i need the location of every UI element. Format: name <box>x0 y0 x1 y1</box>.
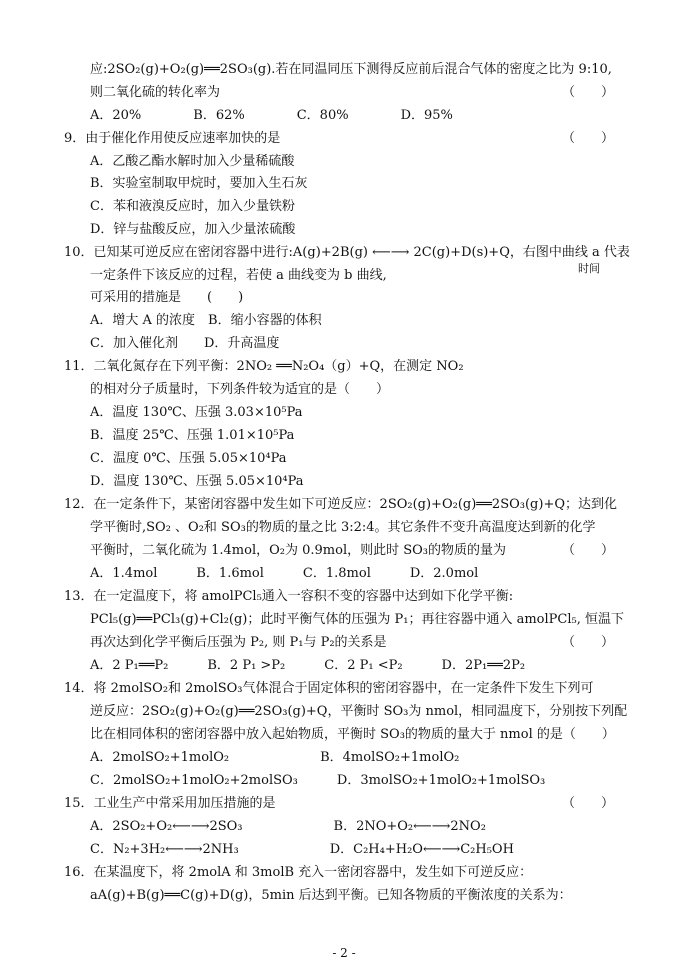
option-line: C．温度 0℃、压强 5.05×10⁴Pa <box>90 451 287 466</box>
option-line: A．2SO₂+O₂⟵⟶2SO₃ B．2NO+O₂⟵⟶2NO₂ <box>90 819 486 834</box>
option-line: B．实验室制取甲烷时，要加入生石灰 <box>90 176 308 191</box>
option-line: A．增大 A 的浓度 B．缩小容器的体积 <box>90 313 322 328</box>
question-13: 13．在一定温度下，将 amolPCl₅通入一容积不变的容器中达到如下化学平衡: <box>64 589 514 604</box>
question-16: 16．在某温度下，将 2molA 和 3molB 充入一密闭容器中，发生如下可逆反应： <box>64 865 533 880</box>
question-14: 14．将 2molSO₂和 2molSO₃气体混合于固定体积的密闭容器中，在一定条件下发生下列可 <box>64 681 594 696</box>
option-line: A．2molSO₂+1molO₂ B．4molSO₂+1molO₂ <box>90 750 460 765</box>
text-line: 学平衡时,SO₂ 、O₂和 SO₃的物质的量之比 3:2:4。其它条件不变升高温度达到新的化学 <box>90 520 596 535</box>
text-line: 比在相同体积的密闭容器中放入起始物质，平衡时 SO₃的物质的量大于 nmol 的是（ ） <box>90 727 615 742</box>
answer-parentheses: （ ） <box>562 635 615 650</box>
text-line: 应:2SO₂(g)+O₂(g)══2SO₃(g).若在同温同压下测得反应前后混合气体的密度之比为 9:10, <box>90 62 612 77</box>
figure-axis-label: 时间 <box>578 262 600 275</box>
page-number: - 2 - <box>332 946 356 960</box>
text-line: 平衡时，二氧化硫为 1.4mol，O₂为 0.9mol，则此时 SO₃的物质的量为 <box>90 543 507 558</box>
option-line: B．温度 25℃、压强 1.01×10⁵Pa <box>90 428 295 443</box>
text-line: 再次达到化学平衡后压强为 P₂, 则 P₁与 P₂的关系是 <box>90 635 387 650</box>
answer-parentheses: （ ） <box>562 85 615 100</box>
question-9: 9．由于催化作用使反应速率加快的是 <box>64 131 281 146</box>
text-line: 可采用的措施是 ( ) <box>90 290 244 305</box>
text-line: 一定条件下该反应的过程，若使 a 曲线变为 b 曲线, <box>90 268 387 283</box>
option-line: A．20% B．62% C．80% D．95% <box>90 108 453 123</box>
text-line: 则二氧化硫的转化率为 <box>90 85 221 100</box>
option-line: C．加入催化剂 D．升高温度 <box>90 336 280 351</box>
answer-parentheses: （ ） <box>562 131 615 146</box>
option-line: A．乙酸乙酯水解时加入少量稀硫酸 <box>90 154 295 169</box>
text-line: 的相对分子质量时，下列条件较为适宜的是（ ） <box>90 382 390 397</box>
option-line: A．1.4mol B．1.6mol C．1.8mol D．2.0mol <box>90 566 479 581</box>
option-line: D．温度 130℃、压强 5.05×10⁴Pa <box>90 474 304 489</box>
option-line: C．苯和液溴反应时，加入少量铁粉 <box>90 199 295 214</box>
text-line: 逆反应：2SO₂(g)+O₂(g)══2SO₃(g)+Q，平衡时 SO₃为 nmol，相同温度下，分别按下列配 <box>90 704 628 719</box>
option-line: A．温度 130℃、压强 3.03×10⁵Pa <box>90 405 303 420</box>
text-line: PCl₅(g)══PCl₃(g)+Cl₂(g)；此时平衡气体的压强为 P₁；再往容器中通入 amolPCl₅, 恒温下 <box>90 612 624 627</box>
answer-parentheses: （ ） <box>562 543 615 558</box>
question-15: 15．工业生产中常采用加压措施的是 <box>64 796 276 811</box>
option-line: A．2 P₁══P₂ B．2 P₁ >P₂ C．2 P₁ <P₂ D．2P₁══2P₂ <box>90 658 526 673</box>
question-10: 10．已知某可逆反应在密闭容器中进行:A(g)+2B(g) ⟵⟶ 2C(g)+D(s)+Q，右图中曲线 a 代表 <box>64 245 630 260</box>
question-11: 11．二氧化氮存在下列平衡：2NO₂ ══N₂O₄（g）+Q，在测定 NO₂ <box>64 359 464 374</box>
answer-parentheses: （ ） <box>562 796 615 811</box>
text-line: aA(g)+B(g)══C(g)+D(g)，5min 后达到平衡。已知各物质的平衡浓度的关系为： <box>90 888 572 903</box>
option-line: D．锌与盐酸反应，加入少量浓硫酸 <box>90 222 296 237</box>
option-line: C．N₂+3H₂⟵⟶2NH₃ D．C₂H₄+H₂O⟵⟶C₂H₅OH <box>90 842 514 857</box>
question-12: 12．在一定条件下，某密闭容器中发生如下可逆反应：2SO₂(g)+O₂(g)══2SO₃(g)+Q；达到化 <box>64 497 617 512</box>
option-line: C．2molSO₂+1molO₂+2molSO₃ D．3molSO₂+1molO₂+1molSO₃ <box>90 773 546 788</box>
